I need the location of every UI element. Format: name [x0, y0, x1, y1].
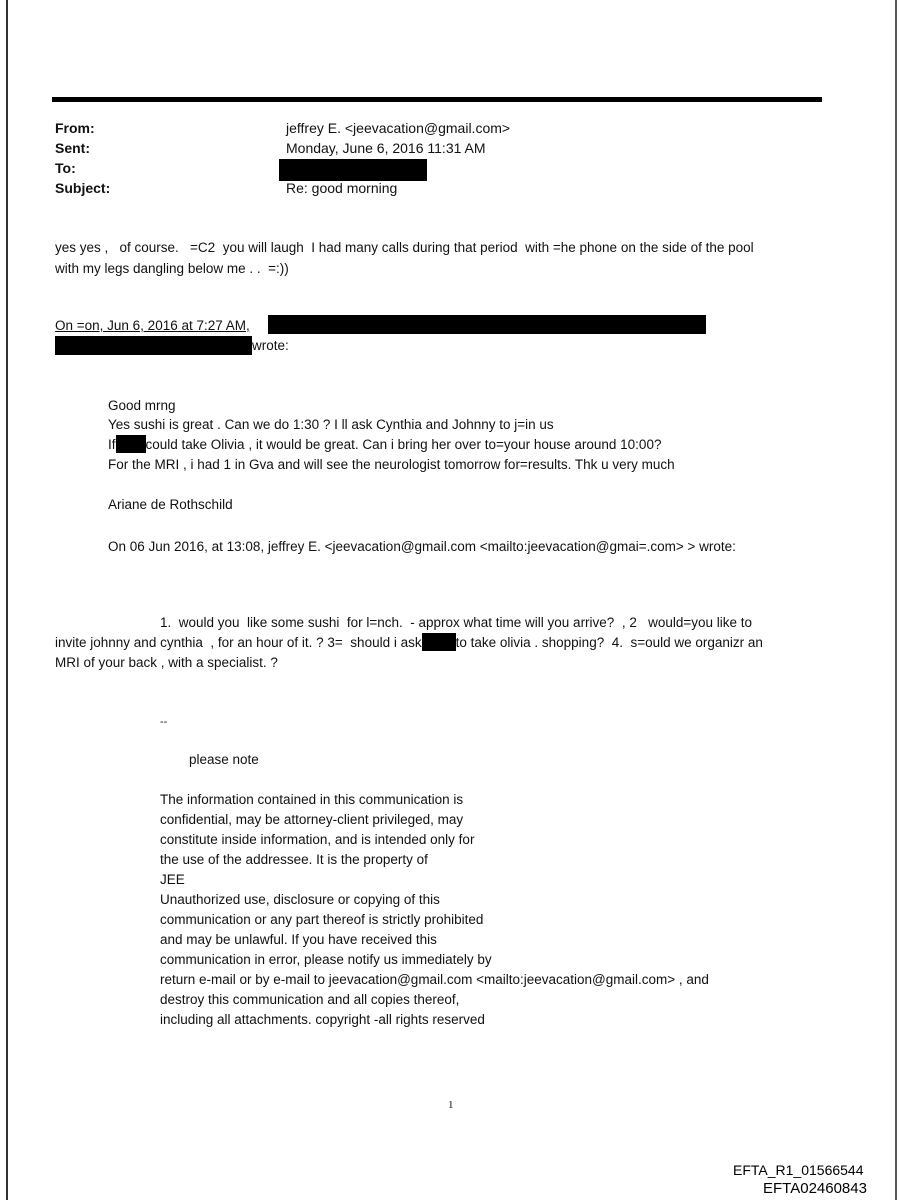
- disclaimer-line: the use of the addressee. It is the property of: [160, 852, 428, 867]
- original-line-2-rest: to take olivia . shopping? 4. s=ould we organizr an: [455, 635, 763, 650]
- ariane-quote-header: On 06 Jun 2016, at 13:08, jeffrey E. <jeevacation@gmail.com <mailto:jeevacation@gmai=.com> > wrote:: [108, 539, 736, 554]
- disclaimer-block: [160, 790, 709, 1030]
- page-number: 1: [448, 1099, 454, 1111]
- subject-value: Re: good morning: [286, 180, 398, 196]
- quote-sender-redaction-2: [55, 336, 252, 355]
- original-line-2-prefix: invite johnny and cynthia , for an hour of it. ? 3= should i ask: [55, 635, 422, 650]
- page-border-right: [895, 0, 897, 1200]
- disclaimer-line: communication in error, please notify us immediately by: [160, 952, 492, 967]
- ariane-line-2-prefix: If: [108, 437, 116, 452]
- signature-dashes: --: [160, 716, 168, 728]
- to-label: To:: [55, 160, 76, 176]
- to-redaction: [279, 159, 427, 181]
- ariane-line-3: For the MRI , i had 1 in Gva and will see the neurologist tomorrow for=results. Thk u very much: [108, 457, 675, 472]
- original-line-1: 1. would you like some sushi for l=nch. - approx what time will you arrive? , 2 would=you like to: [160, 615, 753, 630]
- quote-intro: On =on, Jun 6, 2016 at 7:27 AM,: [55, 318, 250, 333]
- ariane-signature: Ariane de Rothschild: [108, 497, 233, 512]
- footer-id-2: EFTA02460843: [763, 1180, 867, 1197]
- ariane-line-2: [108, 435, 661, 455]
- ariane-line-1: Yes sushi is great . Can we do 1:30 ? I ll ask Cynthia and Johnny to j=in us: [108, 417, 554, 432]
- disclaimer-line: communication or any part thereof is strictly prohibited: [160, 912, 484, 927]
- disclaimer-line: JEE: [160, 872, 185, 887]
- from-label: From:: [55, 120, 95, 136]
- reply-line-1: yes yes , of course. =C2 you will laugh I had many calls during that period with =he phone on the side of the pool: [55, 240, 754, 255]
- ariane-line-2-rest: could take Olivia , it would be great. Can i bring her over to=your house around 10:00?: [145, 437, 662, 452]
- original-line-2: [55, 633, 763, 653]
- disclaimer-line: confidential, may be attorney-client privileged, may: [160, 812, 464, 827]
- quote-wrote: wrote:: [252, 338, 289, 353]
- inline-redaction: [422, 633, 456, 651]
- disclaimer-line: destroy this communication and all copies thereof,: [160, 992, 460, 1007]
- disclaimer-line: and may be unlawful. If you have received this: [160, 932, 437, 947]
- footer-id-1: EFTA_R1_01566544: [733, 1162, 864, 1178]
- original-line-3: MRI of your back , with a specialist. ?: [55, 655, 278, 670]
- page-border-left: [6, 0, 8, 1200]
- disclaimer-line: Unauthorized use, disclosure or copying of this: [160, 892, 440, 907]
- inline-redaction: [116, 435, 146, 453]
- sent-label: Sent:: [55, 140, 90, 156]
- from-value: jeffrey E. <jeevacation@gmail.com>: [286, 120, 511, 136]
- disclaimer-line: return e-mail or by e-mail to jeevacation@gmail.com <mailto:jeevacation@gmail.com> , and: [160, 972, 709, 987]
- quote-sender-redaction-1: [268, 315, 706, 334]
- reply-line-2: with my legs dangling below me . . =:)): [55, 261, 289, 276]
- ariane-greeting: Good mrng: [108, 398, 176, 413]
- disclaimer-line: The information contained in this communication is: [160, 792, 464, 807]
- subject-label: Subject:: [55, 180, 111, 196]
- disclaimer-line: constitute inside information, and is intended only for: [160, 832, 475, 847]
- disclaimer-line: including all attachments. copyright -all rights reserved: [160, 1012, 485, 1027]
- header-rule: [52, 97, 822, 102]
- please-note: please note: [189, 752, 259, 767]
- sent-value: Monday, June 6, 2016 11:31 AM: [286, 140, 486, 156]
